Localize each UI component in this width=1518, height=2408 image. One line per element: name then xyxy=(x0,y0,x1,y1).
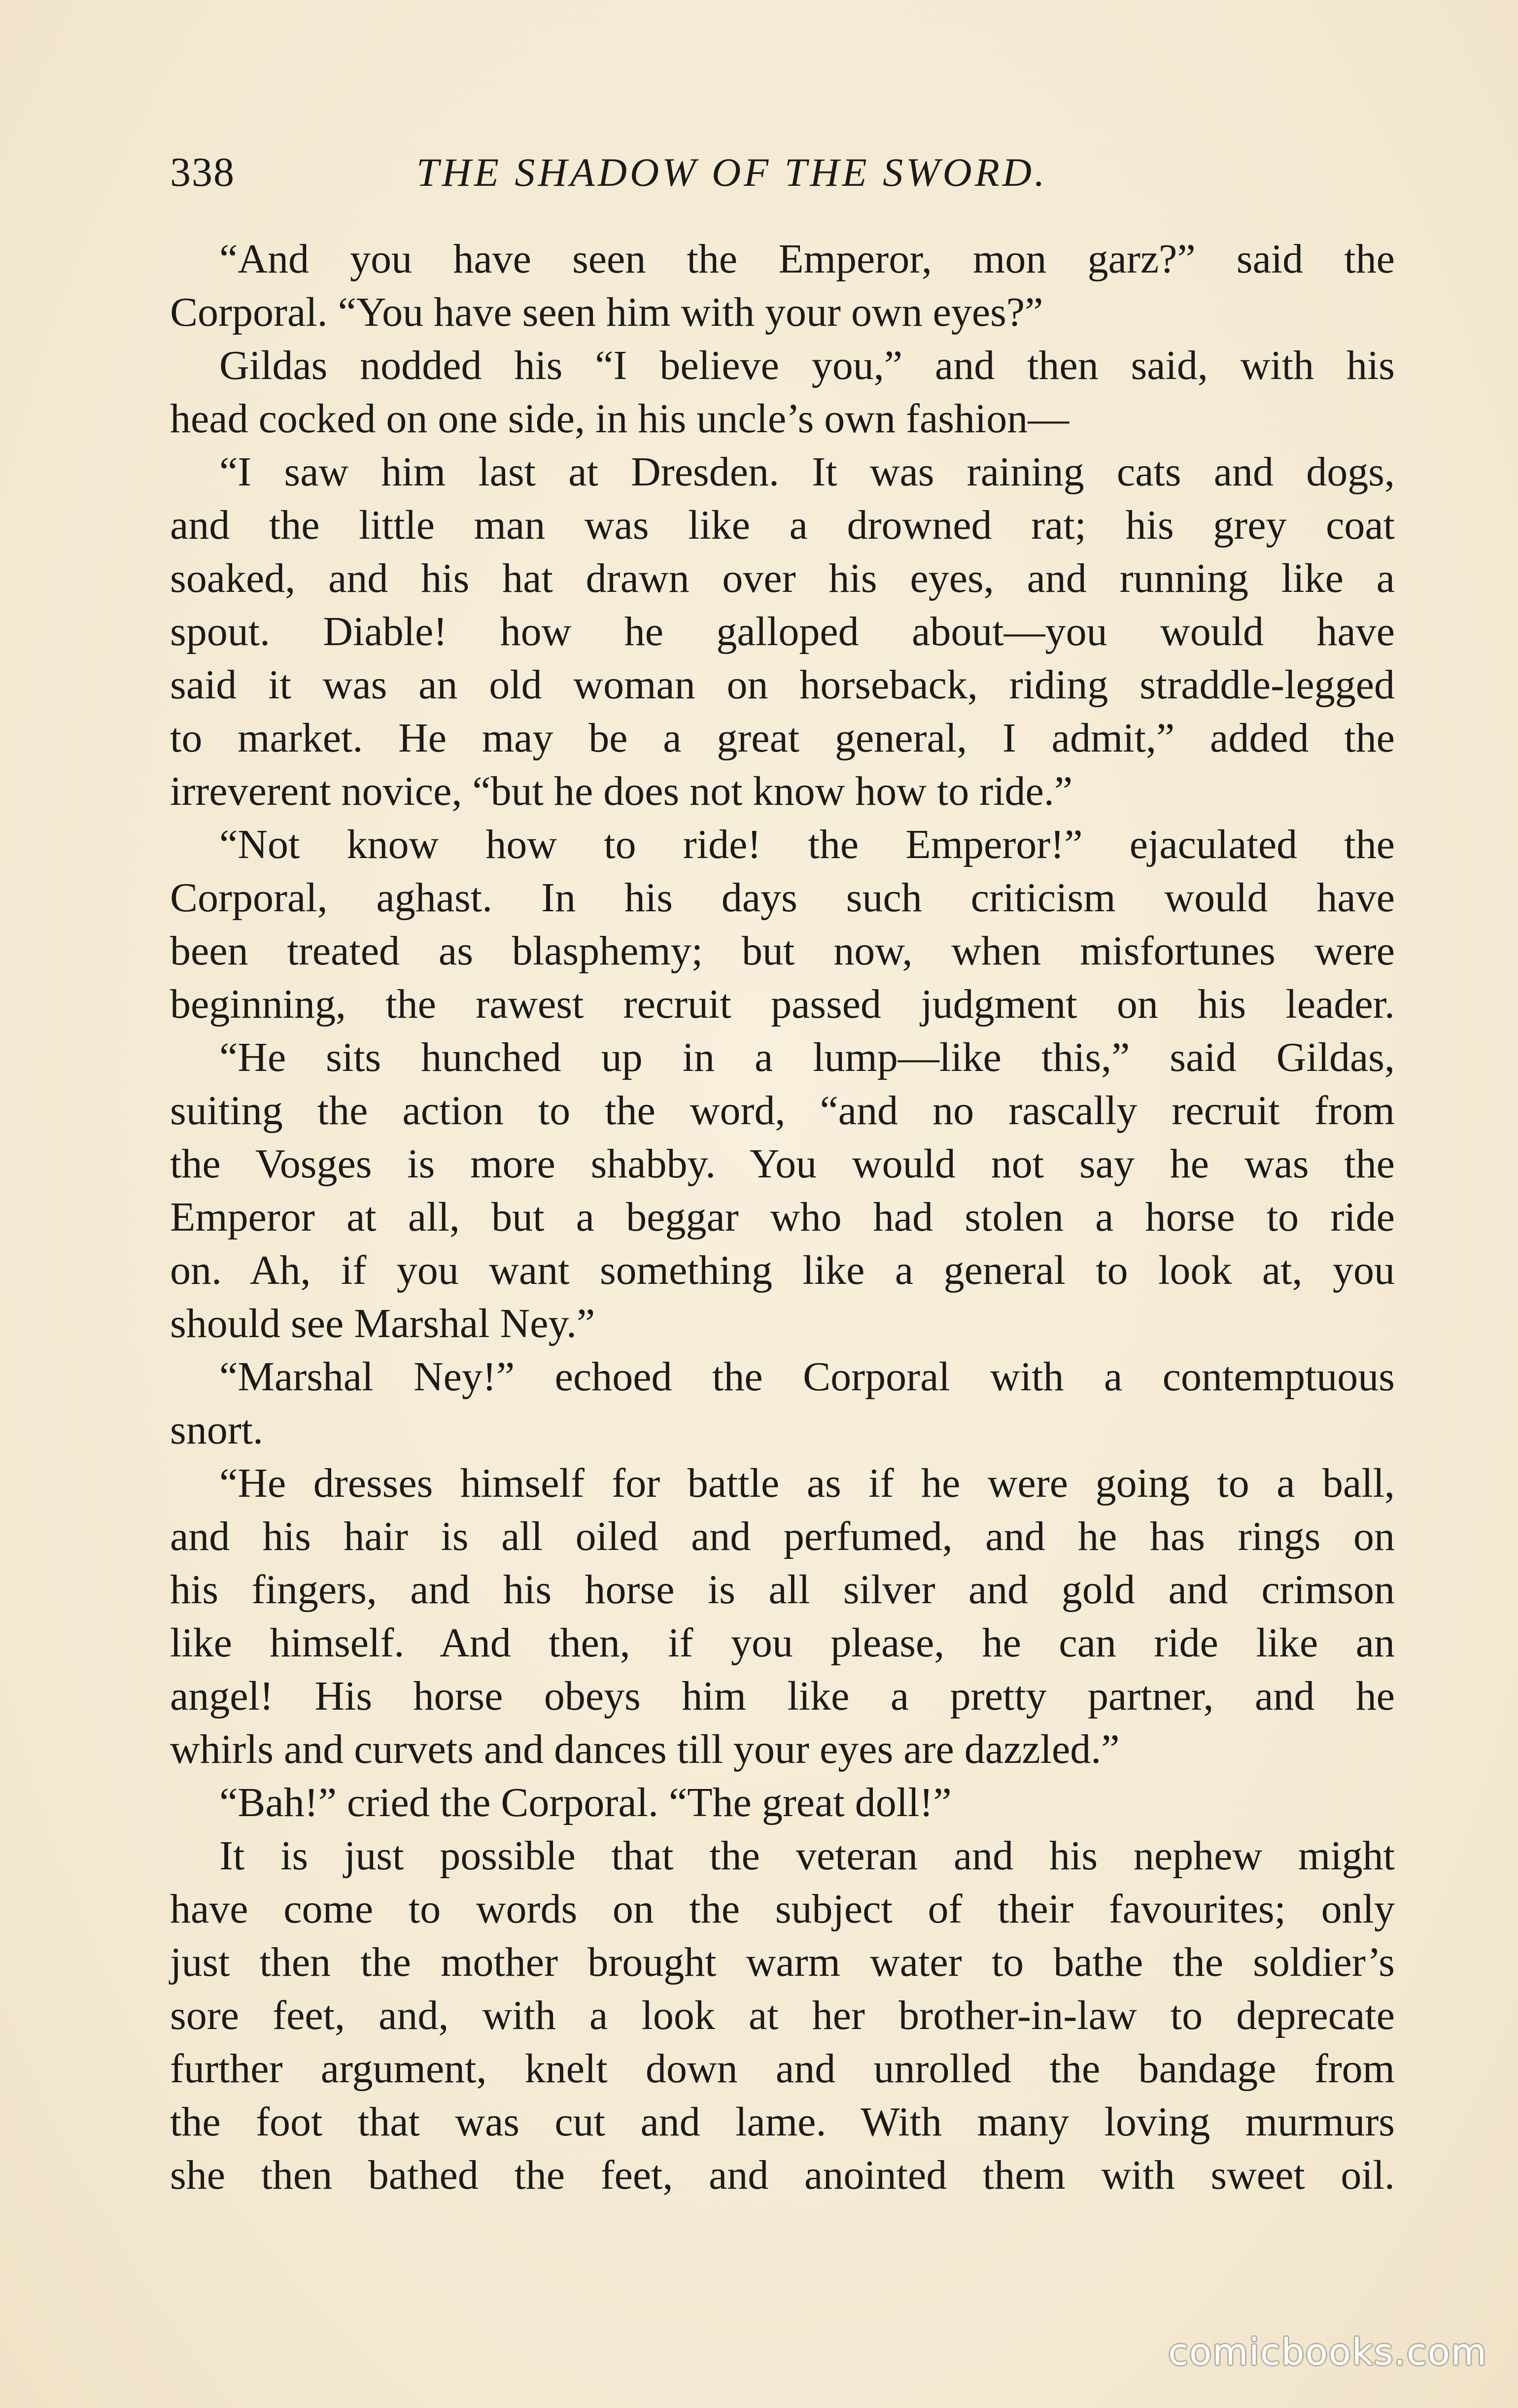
running-title: THE SHADOW OF THE SWORD. xyxy=(416,150,1048,195)
text-line: “Marshal Ney!” echoed the Corporal with a contemptuous xyxy=(219,1354,1395,1400)
text-line: just then the mother brought warm water to bathe the soldier’s xyxy=(170,1939,1395,1985)
text-line: have come to words on the subject of their favourites; only xyxy=(170,1886,1395,1932)
watermark: comicbooks.com xyxy=(1168,2331,1487,2374)
text-line: soaked, and his hat drawn over his eyes, and running like a xyxy=(170,555,1395,601)
body-text xyxy=(170,233,1395,2202)
text-line: Corporal. “You have seen him with your own eyes?” xyxy=(170,289,1043,335)
text-line: head cocked on one side, in his uncle’s own fashion— xyxy=(170,396,1070,442)
text-line: and the little man was like a drowned rat; his grey coat xyxy=(170,502,1395,548)
text-line: spout. Diable! how he galloped about—you would have xyxy=(170,609,1395,654)
text-line: further argument, knelt down and unrolled the bandage from xyxy=(170,2046,1395,2092)
text-line: “I saw him last at Dresden. It was raining cats and dogs, xyxy=(219,449,1395,495)
text-line: irreverent novice, “but he does not know how to ride.” xyxy=(170,768,1073,814)
text-line: on. Ah, if you want something like a general to look at, you xyxy=(170,1247,1395,1293)
text-line: Corporal, aghast. In his days such criticism would have xyxy=(170,875,1395,921)
text-line: sore feet, and, with a look at her brother-in-law to deprecate xyxy=(170,1993,1395,2038)
text-line: his fingers, and his horse is all silver and gold and crimson xyxy=(170,1567,1395,1613)
text-line: “He sits hunched up in a lump—like this,” said Gildas, xyxy=(219,1034,1395,1080)
text-line: “He dresses himself for battle as if he were going to a ball, xyxy=(219,1460,1395,1506)
text-line: she then bathed the feet, and anointed them with sweet oil. xyxy=(170,2152,1395,2198)
text-line: “And you have seen the Emperor, mon garz?” said the xyxy=(219,236,1395,282)
text-line: whirls and curvets and dances till your eyes are dazzled.” xyxy=(170,1726,1120,1772)
text-line: snort. xyxy=(170,1407,263,1453)
text-line: like himself. And then, if you please, he can ride like an xyxy=(170,1620,1395,1666)
text-line: Emperor at all, but a beggar who had stolen a horse to ride xyxy=(170,1194,1395,1240)
page-number: 338 xyxy=(170,149,235,195)
text-line: the foot that was cut and lame. With many loving murmurs xyxy=(170,2099,1395,2145)
text-line: been treated as blasphemy; but now, when misfortunes were xyxy=(170,928,1395,974)
text-line: It is just possible that the veteran and his nephew might xyxy=(219,1833,1395,1879)
text-line: “Not know how to ride! the Emperor!” ejaculated the xyxy=(219,822,1395,867)
text-line: Gildas nodded his “I believe you,” and then said, with his xyxy=(219,343,1395,388)
running-head xyxy=(170,143,1395,202)
text-line: angel! His horse obeys him like a pretty partner, and he xyxy=(170,1673,1395,1719)
text-line: and his hair is all oiled and perfumed, and he has rings on xyxy=(170,1514,1395,1559)
text-line: “Bah!” cried the Corporal. “The great doll!” xyxy=(219,1780,952,1825)
text-line: the Vosges is more shabby. You would not say he was the xyxy=(170,1141,1395,1187)
text-line: should see Marshal Ney.” xyxy=(170,1301,595,1346)
text-line: to market. He may be a great general, I admit,” added the xyxy=(170,715,1395,761)
text-line: suiting the action to the word, “and no rascally recruit from xyxy=(170,1088,1395,1134)
text-line: beginning, the rawest recruit passed judgment on his leader. xyxy=(170,981,1395,1027)
text-line: said it was an old woman on horseback, riding straddle-legged xyxy=(170,662,1395,708)
